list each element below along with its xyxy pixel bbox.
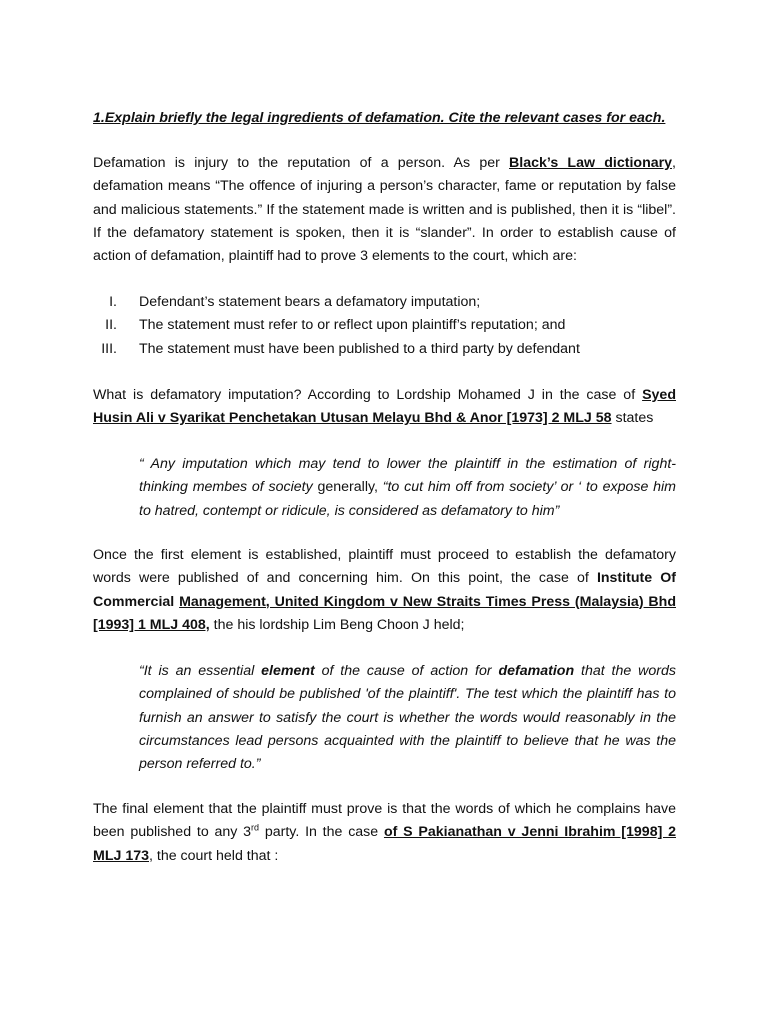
list-item [93,338,676,361]
third-element-paragraph [93,798,676,868]
list-item-text: The statement must refer to or reflect upon plaintiff’s reputation; and [139,317,566,334]
text-run: that the words complained of should be published 'of the plaintiff'. The test which the plaintiff has to furnish an answer to satisfy the court is whether the words would reasonably in the circumstances lead persons acquainted with the plaintiff to believe that he was the person referred to.” [139,663,676,773]
text-run: , defamation means “The offence of injuring a person’s character, fame or reputation by false and malicious statements.” If the statement made is written and is published, then it is “libel”. If the defamatory statement is spoken, then it is “slander”. In order to establish cause of action of defamation, plaintiff had to prove 3 elements to the court, which are: [93,155,676,265]
list-number: II. [105,317,117,334]
imputation-paragraph [93,384,676,431]
question-heading: 1.Explain briefly the legal ingredients of defamation. Cite the relevant cases for each. [93,110,666,126]
case-citation: Institute Of Commercial [93,570,676,610]
text-run: states [611,410,654,427]
case-citation: Syed Husin Ali v Syarikat Penchetakan Utusan Melayu Bhd & Anor [1973] 2 MLJ 58 [93,387,676,427]
list-item-text: Defendant’s statement bears a defamatory imputation; [139,294,481,310]
text-run: , the court held that : [149,847,279,864]
list-number: I. [109,294,117,310]
block-quote [139,453,676,523]
bold-term: defamation [498,663,575,679]
dictionary-reference: Black’s Law dictionary [509,155,673,171]
text-run: generally, [317,479,378,496]
text-run: Defamation is injury to the reputation of a person. As per [93,155,510,171]
text-run: the his lordship Lim Beng Choon J held; [209,616,465,633]
superscript: rd [251,822,260,833]
list-item [93,291,676,314]
text-run: The final element that the plaintiff must prove is that the words of which he complains have been published to any 3 [93,801,676,841]
text-run: party. In the case [259,824,384,841]
list-item-text: The statement must have been published to a third party by defendant [139,340,580,357]
case-citation: Management, United Kingdom v New Straits Times Press (Malaysia) Bhd [1993] 1 MLJ 408, [93,593,676,633]
text-run: of the cause of action for [314,663,499,679]
text-run: What is defamatory imputation? According to Lordship Mohamed J in the case of [93,387,643,403]
text-run: “to cut him off from society’ or ‘ to expose him to hatred, contempt or ridicule, is considered as defamatory to him” [139,479,676,519]
definition-paragraph [93,152,676,268]
list-item [93,314,676,337]
second-element-paragraph [93,544,676,637]
bold-term: element [261,663,315,679]
elements-list [93,291,676,361]
block-quote [139,660,676,776]
case-citation: of S Pakianathan v Jenni Ibrahim [1998] 2 MLJ 173 [93,824,676,864]
text-run: “It is an essential [139,663,262,679]
text-run: “ Any imputation which may tend to lower the plaintiff in the estimation of right-thinking membes of society [139,456,676,496]
list-number: III. [101,340,117,357]
text-run: Once the first element is established, plaintiff must proceed to establish the defamatory words were published of and concerning him. On this point, the case of [93,547,676,587]
